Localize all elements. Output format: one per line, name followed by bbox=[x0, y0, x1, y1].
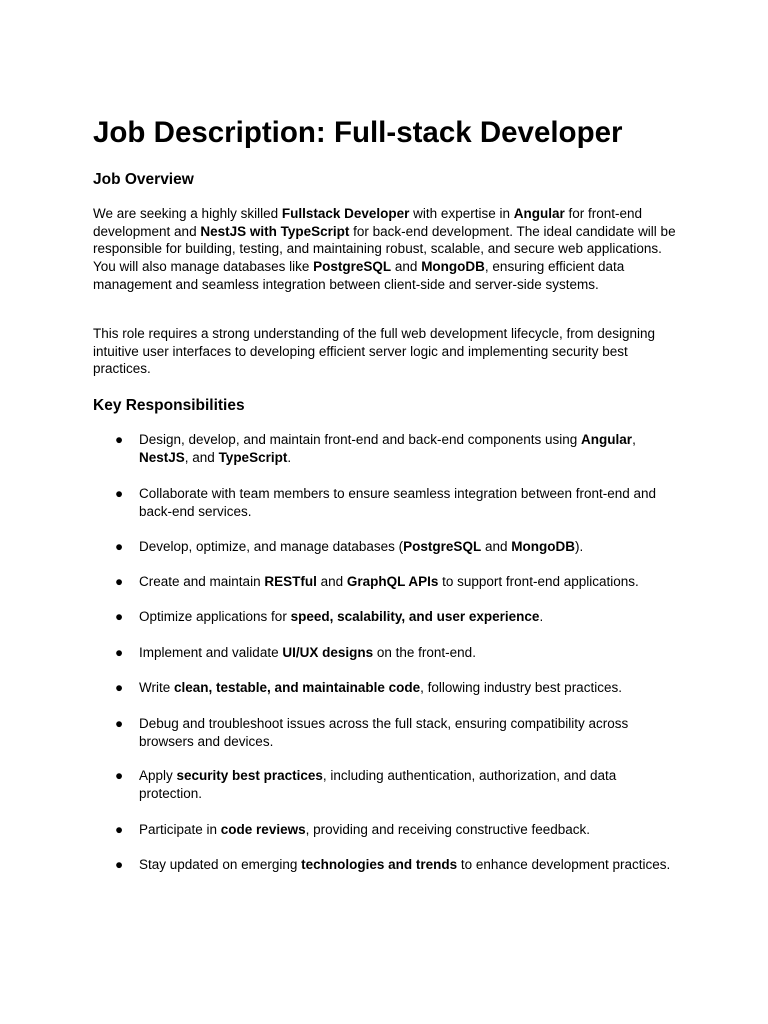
bold-text: Angular bbox=[581, 432, 633, 447]
list-item-text: Collaborate with team members to ensure seamless integration between front-end and back-end services. bbox=[139, 486, 657, 519]
bullet-icon: ● bbox=[115, 574, 124, 589]
bold-text: NestJS with TypeScript bbox=[200, 223, 350, 239]
bullet-icon: ● bbox=[115, 716, 124, 731]
list-item-text: Create and maintain RESTful and GraphQL APIs to support front-end applications. bbox=[139, 574, 639, 589]
bold-text: technologies and trends bbox=[301, 857, 458, 872]
bold-text: code reviews bbox=[220, 822, 306, 837]
key-responsibilities-heading: Key Responsibilities bbox=[93, 397, 245, 414]
bullet-icon: ● bbox=[115, 822, 124, 837]
bold-text: TypeScript bbox=[218, 449, 288, 465]
list-item-text: Write clean, testable, and maintainable code, following industry best practices. bbox=[139, 680, 622, 695]
bullet-icon: ● bbox=[115, 857, 124, 872]
bullet-icon: ● bbox=[115, 645, 124, 660]
bold-text: PostgreSQL bbox=[403, 539, 482, 554]
bullet-icon: ● bbox=[115, 768, 124, 783]
page-title: Job Description: Full-stack Developer bbox=[93, 116, 623, 149]
list-item-text: Develop, optimize, and manage databases (PostgreSQL and MongoDB). bbox=[139, 539, 584, 554]
bold-text: GraphQL APIs bbox=[346, 574, 439, 589]
overview-paragraph-1: We are seeking a highly skilled Fullstack Developer with expertise in Angular for front-end development and NestJS with TypeScript for back-end development. The ideal candidate will be responsible for building, testing, and maintaining robust, scalable, and secure web applications. You will also manage databases like PostgreSQL and MongoDB, ensuring efficient data management and seamless integration between client-side and server-side systems. bbox=[93, 206, 676, 292]
bold-text: speed, scalability, and user experience bbox=[290, 609, 540, 624]
bold-text: Fullstack Developer bbox=[281, 206, 410, 221]
bold-text: RESTful bbox=[264, 574, 317, 589]
bold-text: Angular bbox=[513, 206, 565, 221]
bold-text: PostgreSQL bbox=[313, 259, 392, 275]
bold-text: MongoDB bbox=[511, 539, 575, 554]
bullet-icon: ● bbox=[115, 486, 124, 501]
bold-text: UI/UX designs bbox=[282, 645, 374, 660]
bold-text: MongoDB bbox=[421, 259, 485, 275]
bold-text: NestJS bbox=[139, 449, 185, 465]
job-overview-heading: Job Overview bbox=[93, 171, 194, 188]
list-item-text: Design, develop, and maintain front-end and back-end components using Angular, NestJS, and TypeScript. bbox=[139, 432, 636, 465]
bold-text: security best practices bbox=[176, 768, 323, 783]
list-item-text: Debug and troubleshoot issues across the full stack, ensuring compatibility across browsers and devices. bbox=[139, 716, 629, 749]
bullet-icon: ● bbox=[115, 432, 124, 447]
list-item-text: Optimize applications for speed, scalability, and user experience. bbox=[139, 609, 544, 624]
list-item-text: Participate in code reviews, providing and receiving constructive feedback. bbox=[139, 822, 591, 837]
list-item-text: Apply security best practices, including authentication, authorization, and data protection. bbox=[139, 768, 617, 801]
overview-paragraph-2: This role requires a strong understanding of the full web development lifecycle, from designing intuitive user interfaces to developing efficient server logic and implementing security best practices. bbox=[93, 326, 656, 377]
list-item-text: Implement and validate UI/UX designs on the front-end. bbox=[139, 645, 476, 660]
bullet-icon: ● bbox=[115, 680, 124, 695]
list-item-text: Stay updated on emerging technologies and trends to enhance development practices. bbox=[139, 857, 671, 872]
bullet-icon: ● bbox=[115, 539, 124, 554]
bullet-icon: ● bbox=[115, 609, 124, 624]
bold-text: clean, testable, and maintainable code bbox=[174, 680, 421, 695]
